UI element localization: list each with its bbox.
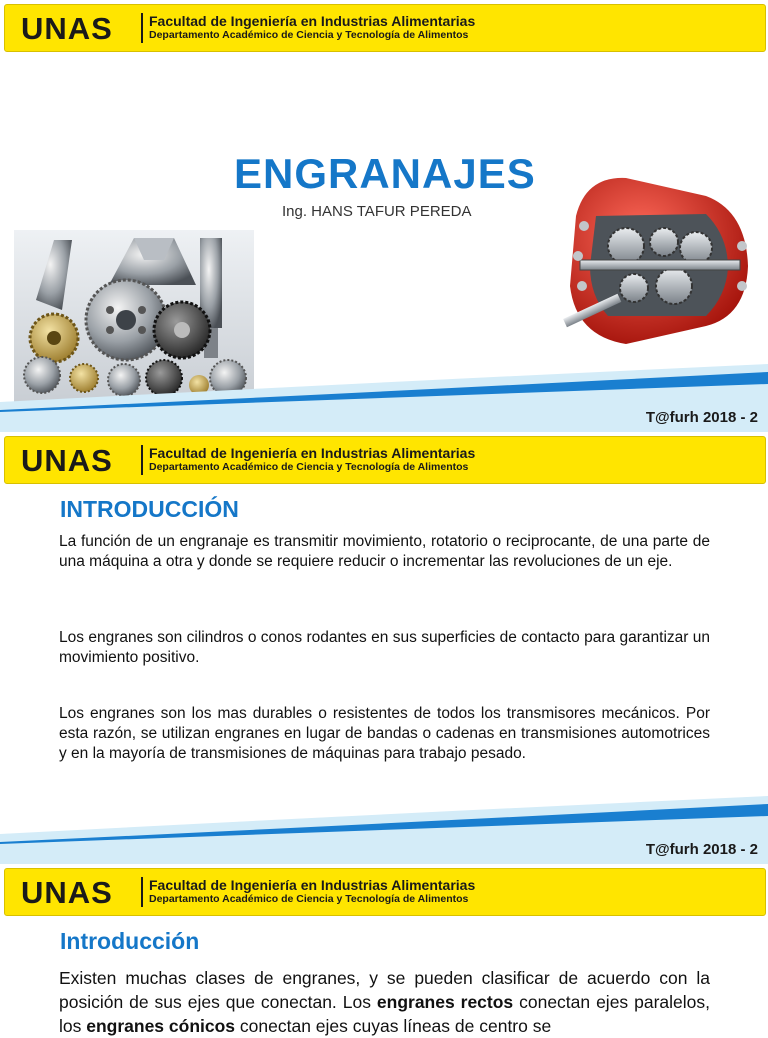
department-name: Departamento Académico de Ciencia y Tecnología de Alimentos (149, 29, 469, 41)
banner-divider (141, 13, 143, 43)
faculty-name: Facultad de Ingeniería en Industrias Alimentarias (149, 445, 476, 461)
slide-1 (0, 0, 768, 432)
unas-logo: UNAS (21, 443, 113, 478)
unas-logo: UNAS (21, 11, 113, 46)
bold-term: engranes cónicos (86, 1016, 236, 1036)
footer-label: T@furh 2018 - 2 (645, 841, 758, 858)
author-name: Ing. HANS TAFUR PEREDA (282, 203, 472, 220)
faculty-name: Facultad de Ingeniería en Industrias Alimentarias (149, 877, 476, 893)
header-banner (4, 4, 766, 52)
paragraph-1 (59, 966, 710, 1038)
banner-divider (141, 445, 143, 475)
section-title: Introducción (60, 928, 200, 954)
slide-2 (0, 432, 768, 864)
slide-3 (0, 864, 768, 1036)
paragraph-3: Los engranes son los mas durables o resistentes de todos los transmisores mecánicos. Por esta razón, se utilizan engranes en lugar de bandas o cadenas en transmisiones automotrices y en la mayoría de transmisiones de máquinas para trabajo pesado. (59, 705, 710, 762)
banner-divider (141, 877, 143, 907)
paragraph-text: conectan ejes cuyas líneas de centro se (235, 1016, 552, 1036)
department-name: Departamento Académico de Ciencia y Tecnología de Alimentos (149, 893, 469, 905)
paragraph-text: conectan ejes paralelos, los (59, 992, 710, 1036)
faculty-name: Facultad de Ingeniería en Industrias Alimentarias (149, 13, 476, 29)
header-banner (4, 868, 766, 916)
gearbox-cutaway-image (556, 156, 756, 352)
presentation-title: ENGRANAJES (234, 150, 536, 197)
department-name: Departamento Académico de Ciencia y Tecnología de Alimentos (149, 461, 469, 473)
paragraph-text: Existen muchas clases de engranes, y se pueden clasificar de acuerdo con la posición de sus ejes que conectan. Los (59, 968, 710, 1012)
unas-logo: UNAS (21, 875, 113, 910)
footer-label: T@furh 2018 - 2 (645, 409, 758, 426)
bold-term: engranes rectos (376, 992, 514, 1012)
section-title: INTRODUCCIÓN (60, 496, 239, 522)
paragraph-1: La función de un engranaje es transmitir movimiento, rotatorio o reciprocante, de una parte de una máquina a otra y donde se requiere reducir o incrementar las revoluciones de un eje. (59, 533, 710, 570)
paragraph-2: Los engranes son cilindros o conos rodantes en sus superficies de contacto para garantizar un movimiento positivo. (59, 629, 710, 666)
header-banner (4, 436, 766, 484)
